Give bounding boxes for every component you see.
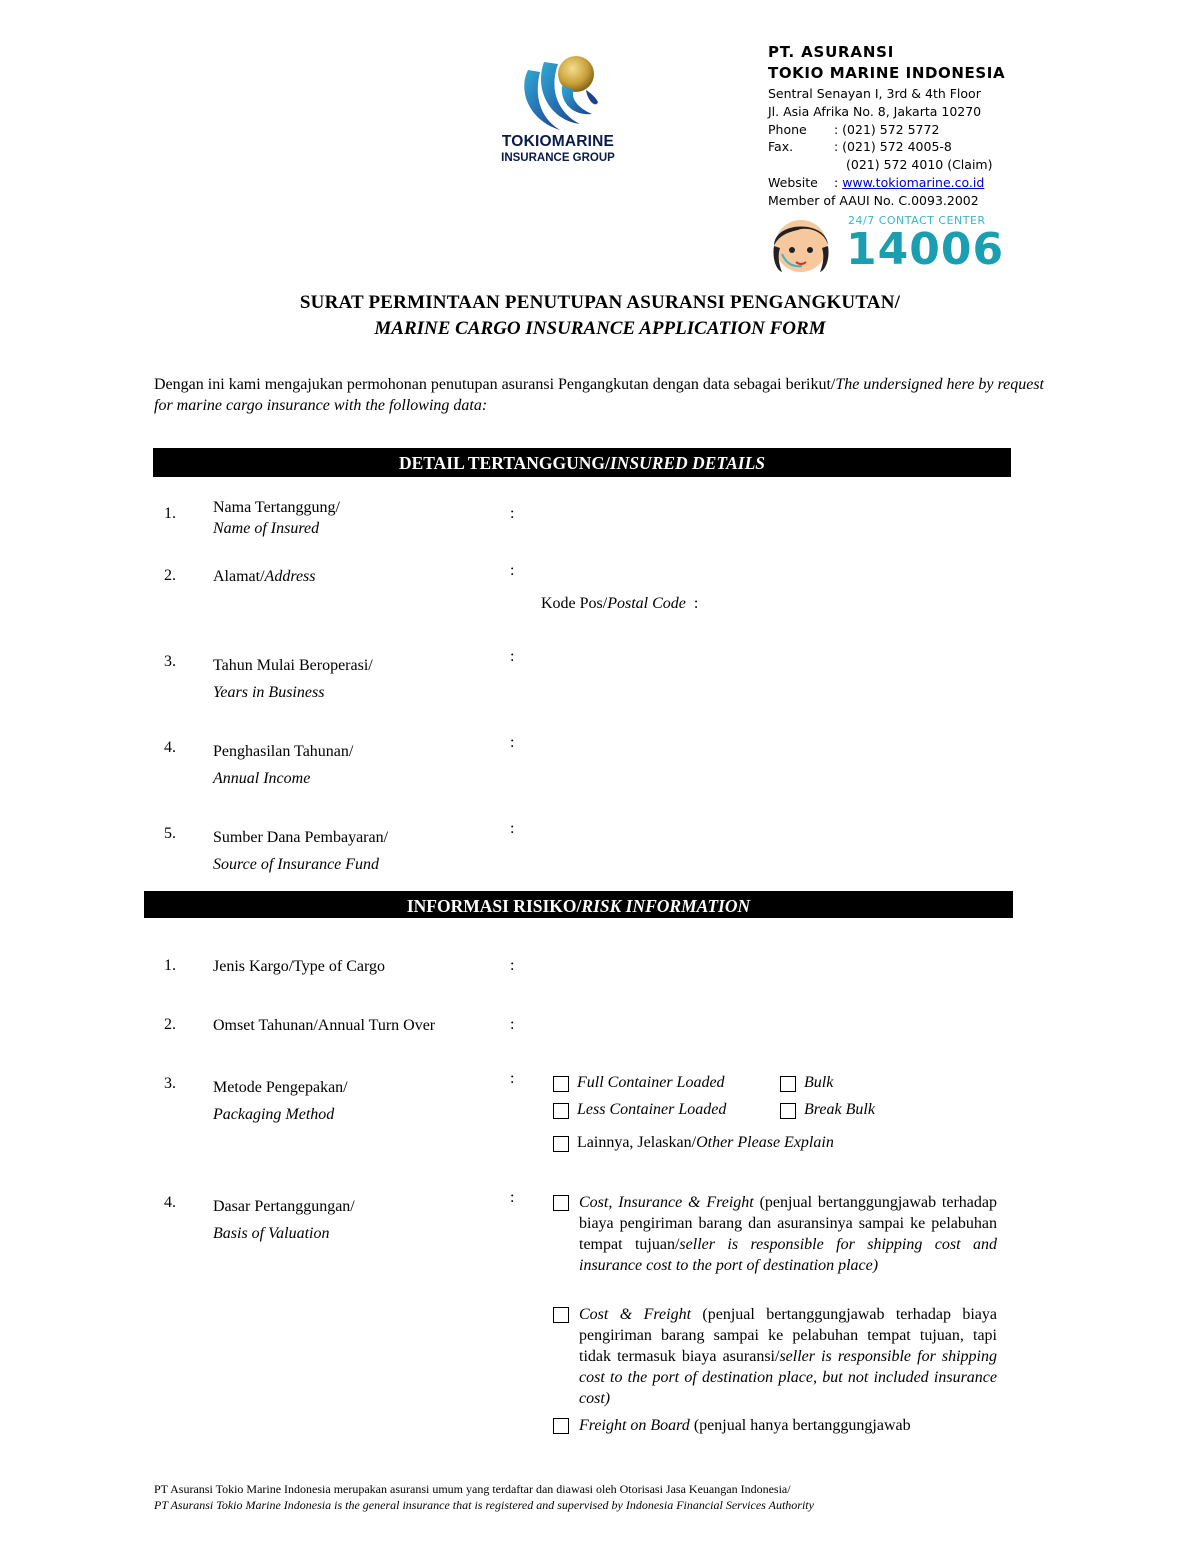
intro-id: Dengan ini kami mengajukan permohonan penutupan asuransi Pengangkutan dengan data sebagai berikut/ xyxy=(154,376,836,393)
fax-label: Fax. xyxy=(768,139,794,154)
risk-row1-label: Jenis Kargo/Type of Cargo xyxy=(213,958,386,975)
cif-name: Cost, Insurance & Freight xyxy=(579,1194,754,1211)
insured-row2-label xyxy=(213,566,316,587)
risk-row2-colon[interactable]: : xyxy=(510,1016,515,1033)
section-insured-details-header xyxy=(154,449,1010,476)
postal-label-en: Postal Code xyxy=(607,595,686,612)
footer-line1: PT Asuransi Tokio Marine Indonesia merupakan asuransi umum yang terdaftar dan diawasi oleh Otorisasi Jasa Keuangan Indonesia/ xyxy=(154,1482,791,1496)
section-risk-information-header xyxy=(145,892,1012,917)
company-phone xyxy=(768,121,939,138)
section2-title-id: INFORMASI RISIKO/ xyxy=(406,896,582,916)
company-name-line1: PT. ASURANSI xyxy=(768,43,895,61)
risk-row3-label xyxy=(213,1074,348,1128)
contact-center-label: 24/7 CONTACT CENTER xyxy=(848,214,986,227)
insured-row5-colon[interactable]: : xyxy=(510,820,515,837)
fob-name: Freight on Board xyxy=(579,1417,690,1434)
risk-row4-label xyxy=(213,1193,355,1247)
insured-row4-label xyxy=(213,738,353,792)
cfr-desc-id: (penjual bertanggungjawab terhadap biaya pengiriman barang sampai ke pelabuhan tempat tujuan, tapi tidak termasuk biaya asuransi/ xyxy=(579,1306,997,1365)
insured-row4-colon[interactable]: : xyxy=(510,734,515,751)
row-label-en: Years in Business xyxy=(213,684,325,701)
cfr-desc-en: seller is responsible for shipping cost to the port of destination place, but not included insurance cost) xyxy=(579,1348,998,1407)
fob-desc-id: (penjual hanya bertanggungjawab xyxy=(689,1417,911,1434)
insured-row3-num: 3. xyxy=(164,653,176,670)
cif-desc-id: (penjual bertanggungjawab terhadap biaya pengiriman barang dan asuransinya sampai ke pelabuhan tempat tujuan/ xyxy=(579,1194,998,1253)
risk-row3-num: 3. xyxy=(164,1075,176,1092)
company-address1: Sentral Senayan I, 3rd & 4th Floor xyxy=(768,86,981,101)
insured-row5-label xyxy=(213,824,388,878)
row-label-en: Annual Income xyxy=(213,770,311,787)
insured-row2-num: 2. xyxy=(164,567,176,584)
row-label-en: Basis of Valuation xyxy=(213,1225,330,1242)
checkbox-bulk[interactable] xyxy=(780,1076,796,1092)
checkbox-other[interactable] xyxy=(553,1136,569,1152)
company-fax xyxy=(768,138,952,155)
row-label-en: Address xyxy=(264,568,316,585)
insured-row3-label xyxy=(213,652,373,706)
form-title-id: SURAT PERMINTAAN PENUTUPAN ASURANSI PENGANGKUTAN/ xyxy=(299,292,901,313)
contact-agent-icon xyxy=(768,210,834,276)
row-label-id: Alamat/ xyxy=(213,568,265,585)
postal-code-field[interactable] xyxy=(541,593,698,614)
section1-title-en: INSURED DETAILS xyxy=(609,453,765,473)
label-less-container-loaded: Less Container Loaded xyxy=(577,1101,727,1118)
contact-center-number: 14006 xyxy=(846,224,1005,275)
row-label-id: Metode Pengepakan/ xyxy=(213,1079,348,1096)
company-website xyxy=(768,174,984,191)
row-label-id: Tahun Mulai Beroperasi/ xyxy=(213,657,373,674)
label-break-bulk: Break Bulk xyxy=(804,1101,875,1118)
company-member: Member of AAUI No. C.0093.2002 xyxy=(768,193,979,208)
website-sep: : xyxy=(834,175,843,190)
postal-label-id: Kode Pos/ xyxy=(541,595,608,612)
form-title-en: MARINE CARGO INSURANCE APPLICATION FORM xyxy=(374,318,826,339)
risk-row2-num: 2. xyxy=(164,1016,176,1033)
website-label: Website xyxy=(768,175,818,190)
checkbox-break-bulk[interactable] xyxy=(780,1103,796,1119)
fax-value2: (021) 572 4010 (Claim) xyxy=(846,157,993,172)
intro-en: The undersigned here by request for marine cargo insurance with the following data: xyxy=(154,376,1045,414)
footer-line2: PT Asuransi Tokio Marine Indonesia is the general insurance that is registered and supervised by Indonesia Financial Services Authority xyxy=(154,1498,814,1512)
label-bulk: Bulk xyxy=(804,1074,834,1091)
row-label-id: Dasar Pertanggungan/ xyxy=(213,1198,355,1215)
risk-row3-colon: : xyxy=(510,1070,515,1087)
option-fob-text xyxy=(579,1415,997,1439)
section2-title-en: RISK INFORMATION xyxy=(581,896,751,916)
insured-row2-colon[interactable]: : xyxy=(510,562,515,579)
checkbox-full-container-loaded[interactable] xyxy=(553,1076,569,1092)
company-name-line2: TOKIO MARINE INDONESIA xyxy=(768,64,1006,82)
insured-row3-colon[interactable]: : xyxy=(510,648,515,665)
insured-row5-num: 5. xyxy=(164,825,176,842)
website-link[interactable]: www.tokiomarine.co.id xyxy=(842,175,985,190)
cfr-name: Cost & Freight xyxy=(579,1306,692,1323)
insured-row1-label xyxy=(213,497,340,539)
other-label-en: Other Please Explain xyxy=(696,1134,834,1151)
insured-row4-num: 4. xyxy=(164,739,176,756)
option-cfr-text xyxy=(579,1304,997,1409)
cif-desc-en: seller is responsible for shipping cost and insurance cost to the port of destination place) xyxy=(579,1236,997,1274)
label-other xyxy=(577,1134,834,1152)
insured-row1-colon[interactable]: : xyxy=(510,505,515,522)
logo-brand-line1: TOKIOMARINE xyxy=(501,133,615,150)
logo-emblem-icon xyxy=(488,50,628,140)
logo-brand-line2: INSURANCE GROUP xyxy=(501,152,615,164)
intro-text xyxy=(154,374,1044,416)
risk-row1-colon[interactable]: : xyxy=(510,957,515,974)
risk-row4-colon: : xyxy=(510,1189,515,1206)
insured-row1-num: 1. xyxy=(164,505,176,522)
row-label-id: Penghasilan Tahunan/ xyxy=(213,743,354,760)
phone-value: : (021) 572 5772 xyxy=(834,122,940,137)
fax-value1: : (021) 572 4005-8 xyxy=(834,139,952,154)
row-label-en: Name of Insured xyxy=(213,520,320,537)
label-full-container-loaded: Full Container Loaded xyxy=(577,1074,725,1091)
checkbox-cfr[interactable] xyxy=(553,1307,569,1323)
row-label-id: Sumber Dana Pembayaran/ xyxy=(213,829,389,846)
postal-colon: : xyxy=(693,595,699,612)
risk-row1-num: 1. xyxy=(164,957,176,974)
other-label-id: Lainnya, Jelaskan/ xyxy=(577,1134,697,1151)
risk-row4-num: 4. xyxy=(164,1194,176,1211)
phone-label: Phone xyxy=(768,122,807,137)
checkbox-fob[interactable] xyxy=(553,1418,569,1434)
row-label-id: Nama Tertanggung/ xyxy=(213,499,340,516)
section1-title-id: DETAIL TERTANGGUNG/ xyxy=(398,453,610,473)
option-cif-text xyxy=(579,1192,997,1276)
row-label-en: Source of Insurance Fund xyxy=(213,856,380,873)
checkbox-cif[interactable] xyxy=(553,1195,569,1211)
checkbox-less-container-loaded[interactable] xyxy=(553,1103,569,1119)
company-address2: Jl. Asia Afrika No. 8, Jakarta 10270 xyxy=(768,104,982,119)
row-label-en: Packaging Method xyxy=(213,1106,335,1123)
risk-row2-label: Omset Tahunan/Annual Turn Over xyxy=(213,1017,436,1034)
